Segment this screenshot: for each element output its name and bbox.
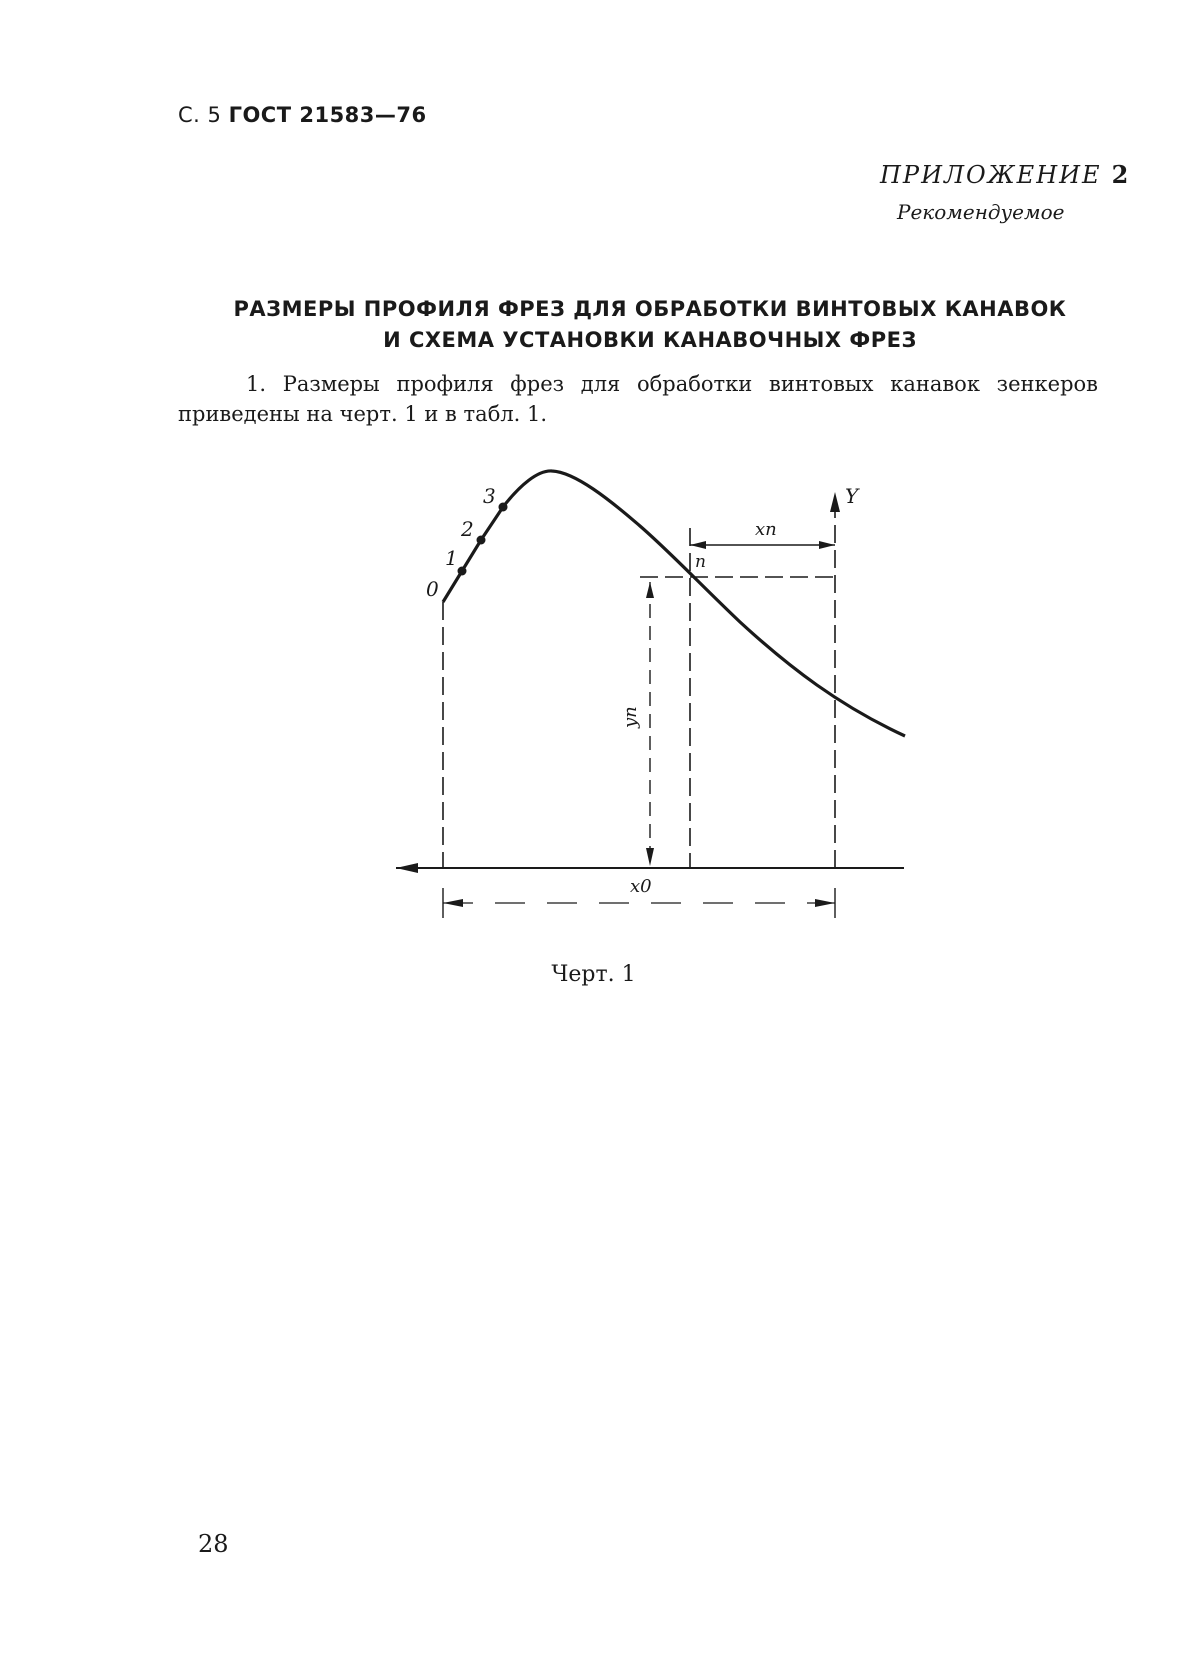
label-point-0: 0 [426,577,439,601]
x-axis-arrow [396,863,418,873]
label-dim-xn: xn [755,519,777,540]
dim-yn-arrow-top [646,582,654,598]
label-y-axis: Y [845,484,859,508]
profile-point-1 [458,567,467,576]
dim-xn-arrow-left [690,541,706,549]
page-number: 28 [198,1530,229,1558]
label-point-2: 2 [461,517,474,541]
label-point-1: 1 [445,546,458,570]
label-point-3: 3 [483,484,496,508]
section-title-line-1: РАЗМЕРЫ ПРОФИЛЯ ФРЕЗ ДЛЯ ОБРАБОТКИ ВИНТОВЫХ КАНАВОК [233,297,1067,321]
profile-point-2 [477,536,486,545]
dim-yn-arrow [646,848,654,866]
dim-x0-arrow-right [815,899,835,907]
label-dim-x0: x0 [630,876,652,897]
standard-number: ГОСТ 21583—76 [228,103,427,127]
y-axis-arrow [830,492,840,512]
section-title-line-2: И СХЕМА УСТАНОВКИ КАНАВОЧНЫХ ФРЕЗ [383,328,917,352]
label-dim-yn: yn [620,706,641,728]
dim-x0-arrow-left [443,899,463,907]
appendix-status: Рекомендуемое [897,200,1065,224]
label-point-n: n [695,552,706,572]
profile-point-3 [499,503,508,512]
dim-xn-arrow-right [819,541,835,549]
paragraph-1: 1. Размеры профиля фрез для обработки винтовых канавок зенкеров приведены на черт. 1 и в табл. 1. [178,372,1098,426]
appendix-number: 2 [1111,160,1131,189]
appendix-word: ПРИЛОЖЕНИЕ [880,161,1102,189]
page-indicator: С. 5 [178,103,222,127]
figure-caption: Черт. 1 [551,962,636,987]
